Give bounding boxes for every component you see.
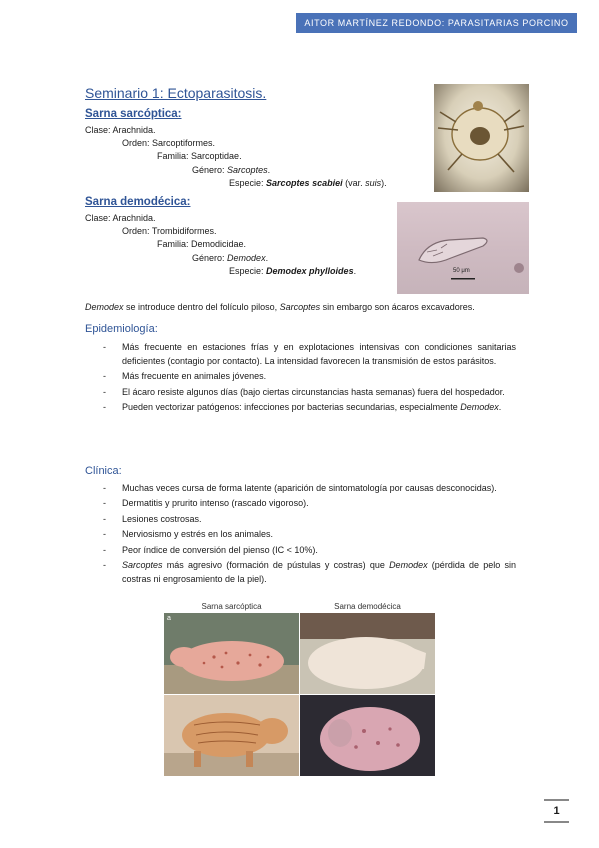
sarcoptic-familia — [157, 151, 242, 161]
note-part2: sin embargo son ácaros excavadores. — [320, 302, 475, 312]
note-sarcoptes: Sarcoptes — [279, 302, 321, 312]
scale-bar-label: 50 μm — [453, 268, 470, 274]
list-item-text: Lesiones costrosas. — [122, 513, 202, 524]
especie-var-close: ). — [381, 178, 387, 188]
especie-value: Sarcoptes scabiei — [266, 178, 343, 188]
follicle-note — [85, 302, 545, 312]
especie-label: Especie: — [229, 266, 264, 276]
especie-var-open: (var. — [345, 178, 363, 188]
demodectic-especie: Especie: Demodex phylloides. — [229, 266, 357, 276]
sarcoptes-mite-micrograph — [434, 84, 529, 192]
item6-sarcoptes: Sarcoptes — [122, 559, 163, 570]
panel-marker: a — [167, 615, 171, 622]
epidemiologia-heading: Epidemiología: — [85, 323, 158, 335]
sarcoptic-genero: Género: Sarcoptes. — [192, 165, 271, 175]
epidemiologia-list — [100, 340, 516, 416]
especie-label: Especie: — [229, 178, 264, 188]
demodectic-pig-photo-2 — [300, 695, 435, 776]
sarcoptic-clase — [85, 125, 156, 135]
list-item: - Peor índice de conversión del pienso (IC < 10%). — [103, 544, 318, 555]
familia-value: Demodicidae. — [191, 239, 247, 249]
item6-mid: más agresivo (formación de pústulas y costras) que — [162, 559, 390, 570]
item6-demodex: Demodex — [389, 559, 428, 570]
document-title: Seminario 1: Ectoparasitosis. — [85, 85, 267, 101]
clase-value: Arachnida. — [112, 125, 156, 135]
list-item: - Más frecuente en animales jóvenes. — [103, 371, 267, 382]
header-banner — [296, 13, 577, 33]
list-item: - Nerviosismo y estrés en los animales. — [103, 529, 274, 540]
demodectic-familia — [157, 239, 246, 249]
list-item-text: El ácaro resiste algunos días (bajo ciertas circunstancias hasta semanas) fuera del hospedador. — [122, 386, 505, 397]
figure-label-demodectic: Sarna demodécica — [334, 602, 401, 611]
list-item-text: Más frecuente en estaciones frías y en explotaciones intensivas con condiciones sanitarias deficientes (contagio por contacto). La intensidad favorecen la transmisión de estos parásitos. — [122, 342, 516, 366]
demodectic-heading: Sarna demodécica: — [85, 196, 191, 208]
list-item-text: Dermatitis y prurito intenso (rascado vigoroso). — [122, 498, 309, 509]
sarcoptic-heading: Sarna sarcóptica: — [85, 108, 182, 120]
note-part1: se introduce dentro del folículo piloso, — [123, 302, 280, 312]
familia-label: Familia: — [157, 151, 189, 161]
list-item: - Dermatitis y prurito intenso (rascado vigoroso). — [103, 498, 309, 509]
header-text: AITOR MARTÍNEZ REDONDO: PARASITARIAS PORCINO — [304, 18, 569, 28]
page-number: 1 — [544, 799, 569, 823]
demodectic-genero: Género: Demodex. — [192, 253, 269, 263]
demodex-mite-micrograph — [397, 202, 529, 294]
pig-photo-image — [164, 613, 299, 694]
list-item-italic: Demodex — [460, 402, 499, 413]
orden-label: Orden: — [122, 138, 150, 148]
sarcoptic-pig-photo-2 — [164, 695, 299, 776]
figure-label-sarcoptic: Sarna sarcóptica — [201, 602, 262, 611]
genero-value: Sarcoptes — [227, 165, 268, 175]
orden-value: Sarcoptiformes. — [152, 138, 216, 148]
list-item-text: Nerviosismo y estrés en los animales. — [122, 529, 274, 540]
list-item: - Más frecuente en estaciones frías y en explotaciones intensivas con condiciones sanitarias deficientes (contagio por contacto). La intensidad favorecen la transmisión de estos parásitos. — [103, 342, 516, 366]
list-item: - Sarcoptes más agresivo (formación de pústulas y costras) que Demodex (pérdida de pelo sin costras ni engrosamiento de la piel). — [103, 559, 517, 584]
familia-label: Familia: — [157, 239, 189, 249]
list-item: - Lesiones costrosas. — [103, 513, 202, 524]
genero-label: Género: — [192, 165, 225, 175]
clase-label: Clase: — [85, 125, 111, 135]
orden-value: Trombidiformes. — [151, 226, 217, 236]
genero-value: Demodex — [227, 253, 266, 263]
item6-end: (pérdida de pelo sin costras ni engrosamiento de la piel). — [122, 559, 517, 584]
demodectic-clase — [85, 213, 156, 223]
especie-var: suis — [365, 178, 382, 188]
note-demodex: Demodex — [85, 302, 124, 312]
demodectic-orden — [122, 226, 217, 236]
list-item: - Pueden vectorizar patógenos: infecciones por bacterias secundarias, especialmente Demodex. — [103, 402, 502, 413]
clase-label: Clase: — [85, 213, 111, 223]
list-item: - El ácaro resiste algunos días (bajo ciertas circunstancias hasta semanas) fuera del hospedador. — [103, 386, 505, 397]
mange-pigs-figure — [164, 602, 435, 776]
sarcoptic-especie — [229, 178, 387, 188]
list-item: - Muchas veces cursa de forma latente (aparición de sintomatología por causas desconocidas). — [103, 483, 497, 493]
sarcoptic-orden — [122, 138, 215, 148]
list-item-text: Más frecuente en animales jóvenes. — [122, 371, 267, 382]
demodex-illustration — [397, 202, 529, 294]
clinica-list — [100, 481, 516, 587]
demodectic-pig-photo-1 — [300, 613, 435, 694]
list-item-text: Peor índice de conversión del pienso (IC < 10%). — [122, 544, 318, 555]
genero-label: Género: — [192, 253, 225, 263]
orden-label: Orden: — [122, 226, 150, 236]
clase-value: Arachnida. — [112, 213, 156, 223]
list-item-text: Muchas veces cursa de forma latente (aparición de sintomatología por causas desconocidas). — [122, 483, 497, 493]
list-item-text: Pueden vectorizar patógenos: infecciones por bacterias secundarias, especialmente — [122, 402, 458, 413]
pig-photo-image — [164, 695, 299, 776]
pig-photo-image — [300, 695, 435, 776]
mite-illustration — [434, 84, 529, 192]
familia-value: Sarcoptidae. — [191, 151, 242, 161]
pig-photo-image — [300, 613, 435, 694]
especie-value: Demodex phylloides — [266, 266, 354, 276]
sarcoptic-pig-photo-1 — [164, 613, 299, 694]
clinica-heading: Clínica: — [85, 465, 122, 477]
